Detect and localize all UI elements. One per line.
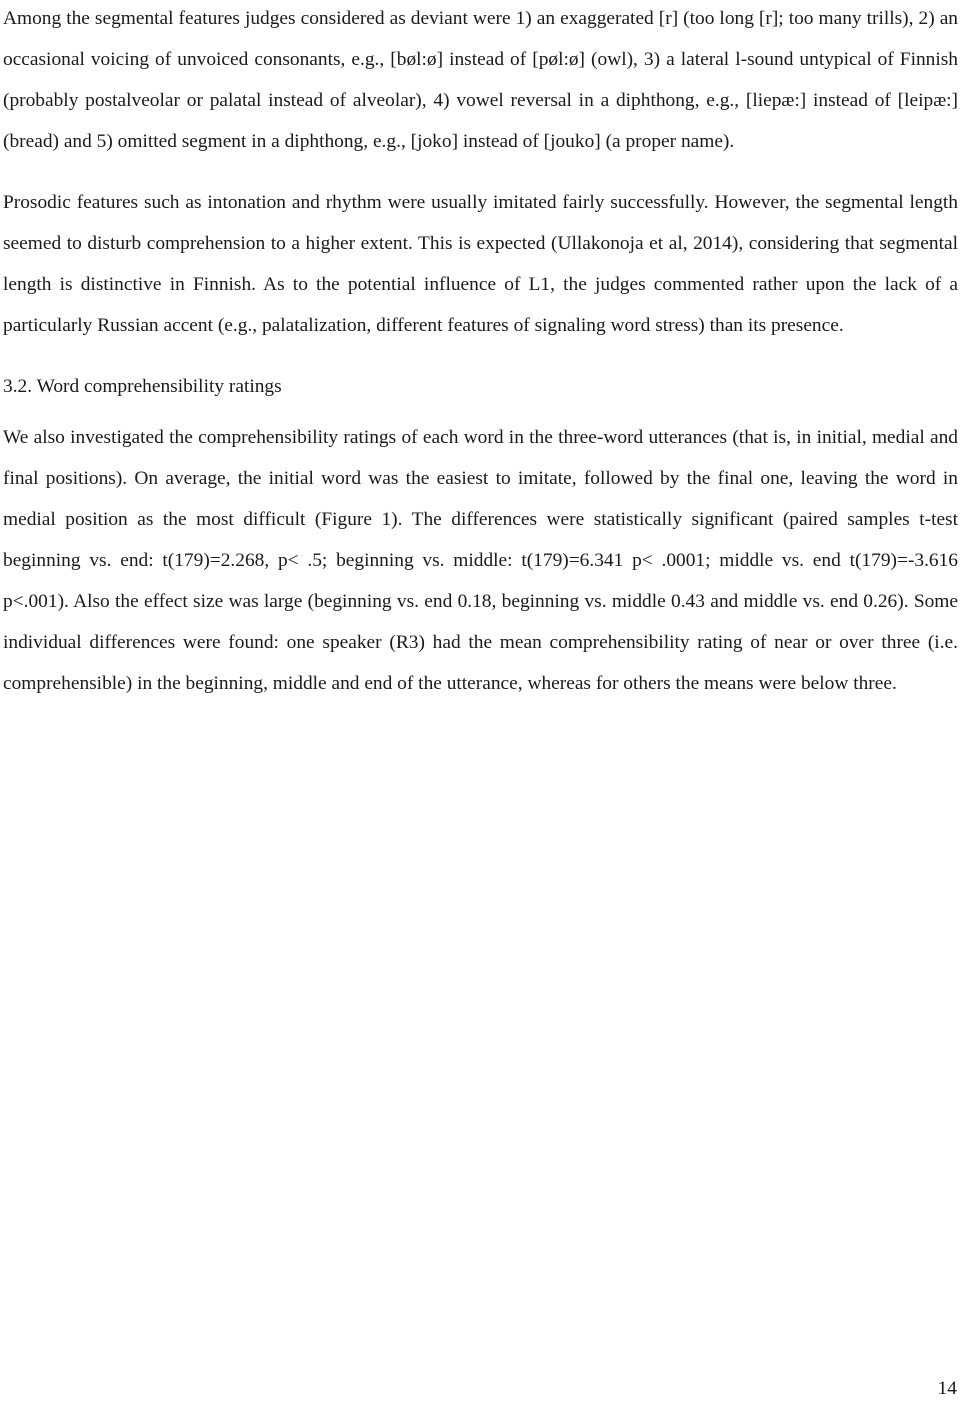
paragraph-word-comprehensibility: We also investigated the comprehensibility ratings of each word in the three-word utterances (that is, in initial, medial and final positions). On average, the initial word was the easiest to imitate, followed by the final one, leaving the word in medial position as the most difficult (Figure 1). The differences were statistically significant (paired samples t-test beginning vs. end: t(179)=2.268, p< .5; beginning vs. middle: t(179)=6.341 p< .0001; middle vs. end t(179)=-3.616 p<.001). Also the effect size was large (beginning vs. end 0.18, beginning vs. middle 0.43 and middle vs. end 0.26). Some individual differences were found: one speaker (R3) had the mean comprehensibility rating of near or over three (i.e. comprehensible) in the beginning, middle and end of the utterance, whereas for others the means were below three. — [3, 427, 958, 694]
page-number: 14 — [937, 1378, 957, 1399]
document-page — [3, 0, 958, 704]
paragraph-prosodic-features: Prosodic features such as intonation and rhythm were usually imitated fairly successfully. However, the segmental length seemed to disturb comprehension to a higher extent. This is expected (Ullakonoja et al, 2014), considering that segmental length is distinctive in Finnish. As to the potential influence of L1, the judges commented rather upon the lack of a particularly Russian accent (e.g., palatalization, different features of signaling word stress) than its presence. — [3, 192, 958, 336]
section-heading: 3.2. Word comprehensibility ratings — [3, 376, 282, 397]
paragraph-segmental-features: Among the segmental features judges considered as deviant were 1) an exaggerated [r] (too long [r]; too many trills), 2) an occasional voicing of unvoiced consonants, e.g., [bøl:ø] instead of [pøl:ø] (owl), 3) a lateral l-sound untypical of Finnish (probably postalveolar or palatal instead of alveolar), 4) vowel reversal in a diphthong, e.g., [liepæ:] instead of [leipæ:] (bread) and 5) omitted segment in a diphthong, e.g., [joko] instead of [jouko] (a proper name). — [3, 8, 958, 152]
